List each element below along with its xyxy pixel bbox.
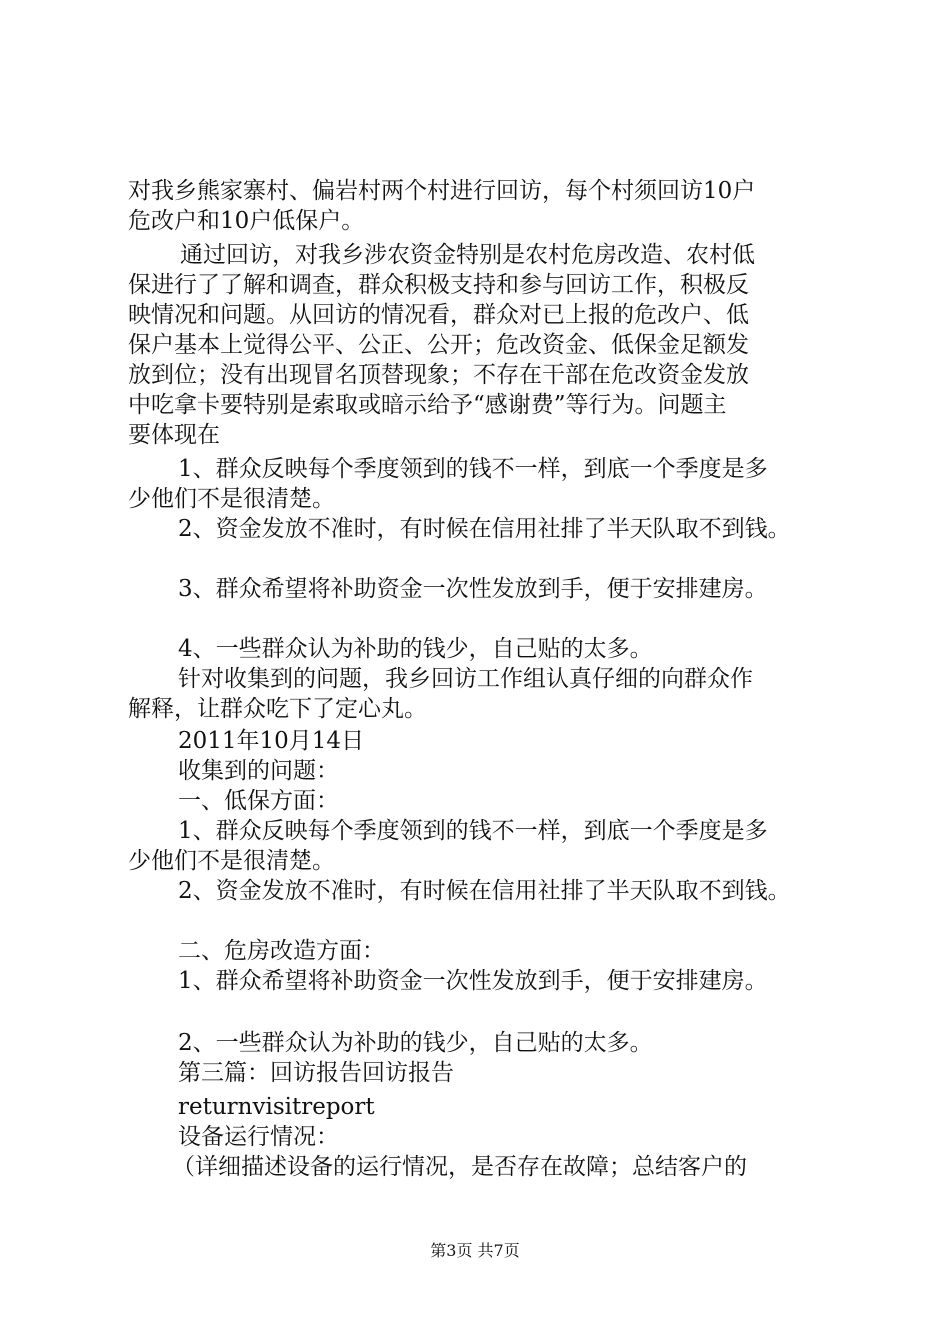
text-line: 2、资金发放不准时，有时候在信用社排了半天队取不到钱。 [178, 516, 791, 542]
text-line: 2、一些群众认为补助的钱少，自己贴的太多。 [178, 1030, 653, 1056]
text-line: 1、群众反映每个季度领到的钱不一样，到底一个季度是多 [178, 818, 768, 844]
text-line: 4、一些群众认为补助的钱少，自己贴的太多。 [178, 636, 653, 662]
text-line: 要体现在 [128, 422, 220, 448]
text-line: 对我乡熊家寨村、偏岩村两个村进行回访，每个村须回访10户 [128, 178, 756, 204]
text-line: 收集到的问题： [178, 758, 339, 784]
text-line: 映情况和问题。从回访的情况看，群众对已上报的危改户、低 [128, 302, 749, 328]
section-heading: 二、危房改造方面： [178, 938, 385, 964]
text-line: 保进行了了解和调查，群众积极支持和参与回访工作，积极反 [128, 272, 749, 298]
text-line: 危改户和10户低保户。 [128, 208, 365, 234]
text-line: 1、群众反映每个季度领到的钱不一样，到底一个季度是多 [178, 456, 768, 482]
text-line: 中吃拿卡要特别是索取或暗示给予“感谢费”等行为。问题主 [128, 392, 727, 418]
text-line: 设备运行情况： [178, 1124, 339, 1150]
text-line: 针对收集到的问题，我乡回访工作组认真仔细的向群众作 [178, 666, 753, 692]
text-line: 解释，让群众吃下了定心丸。 [128, 696, 427, 722]
text-line: 1、群众希望将补助资金一次性发放到手，便于安排建房。 [178, 968, 768, 994]
text-line: 少他们不是很清楚。 [128, 848, 335, 874]
text-line: 放到位；没有出现冒名顶替现象；不存在干部在危改资金发放 [128, 362, 749, 388]
text-line: 3、群众希望将补助资金一次性发放到手，便于安排建房。 [178, 576, 768, 602]
text-line: 2、资金发放不准时，有时候在信用社排了半天队取不到钱。 [178, 878, 791, 904]
section-heading: 一、低保方面： [178, 788, 339, 814]
text-line: 少他们不是很清楚。 [128, 486, 335, 512]
chapter-heading: 第三篇：回访报告回访报告 [178, 1060, 454, 1086]
page-footer: 第3页 共7页 [430, 1241, 520, 1260]
text-line: 通过回访，对我乡涉农资金特别是农村危房改造、农村低 [180, 242, 755, 268]
text-line: （详细描述设备的运行情况，是否存在故障；总结客户的 [172, 1154, 747, 1180]
text-line: 保户基本上觉得公平、公正、公开；危改资金、低保金足额发 [128, 332, 749, 358]
date-line: 2011年10月14日 [178, 728, 365, 754]
text-line: returnvisitreport [178, 1094, 375, 1120]
